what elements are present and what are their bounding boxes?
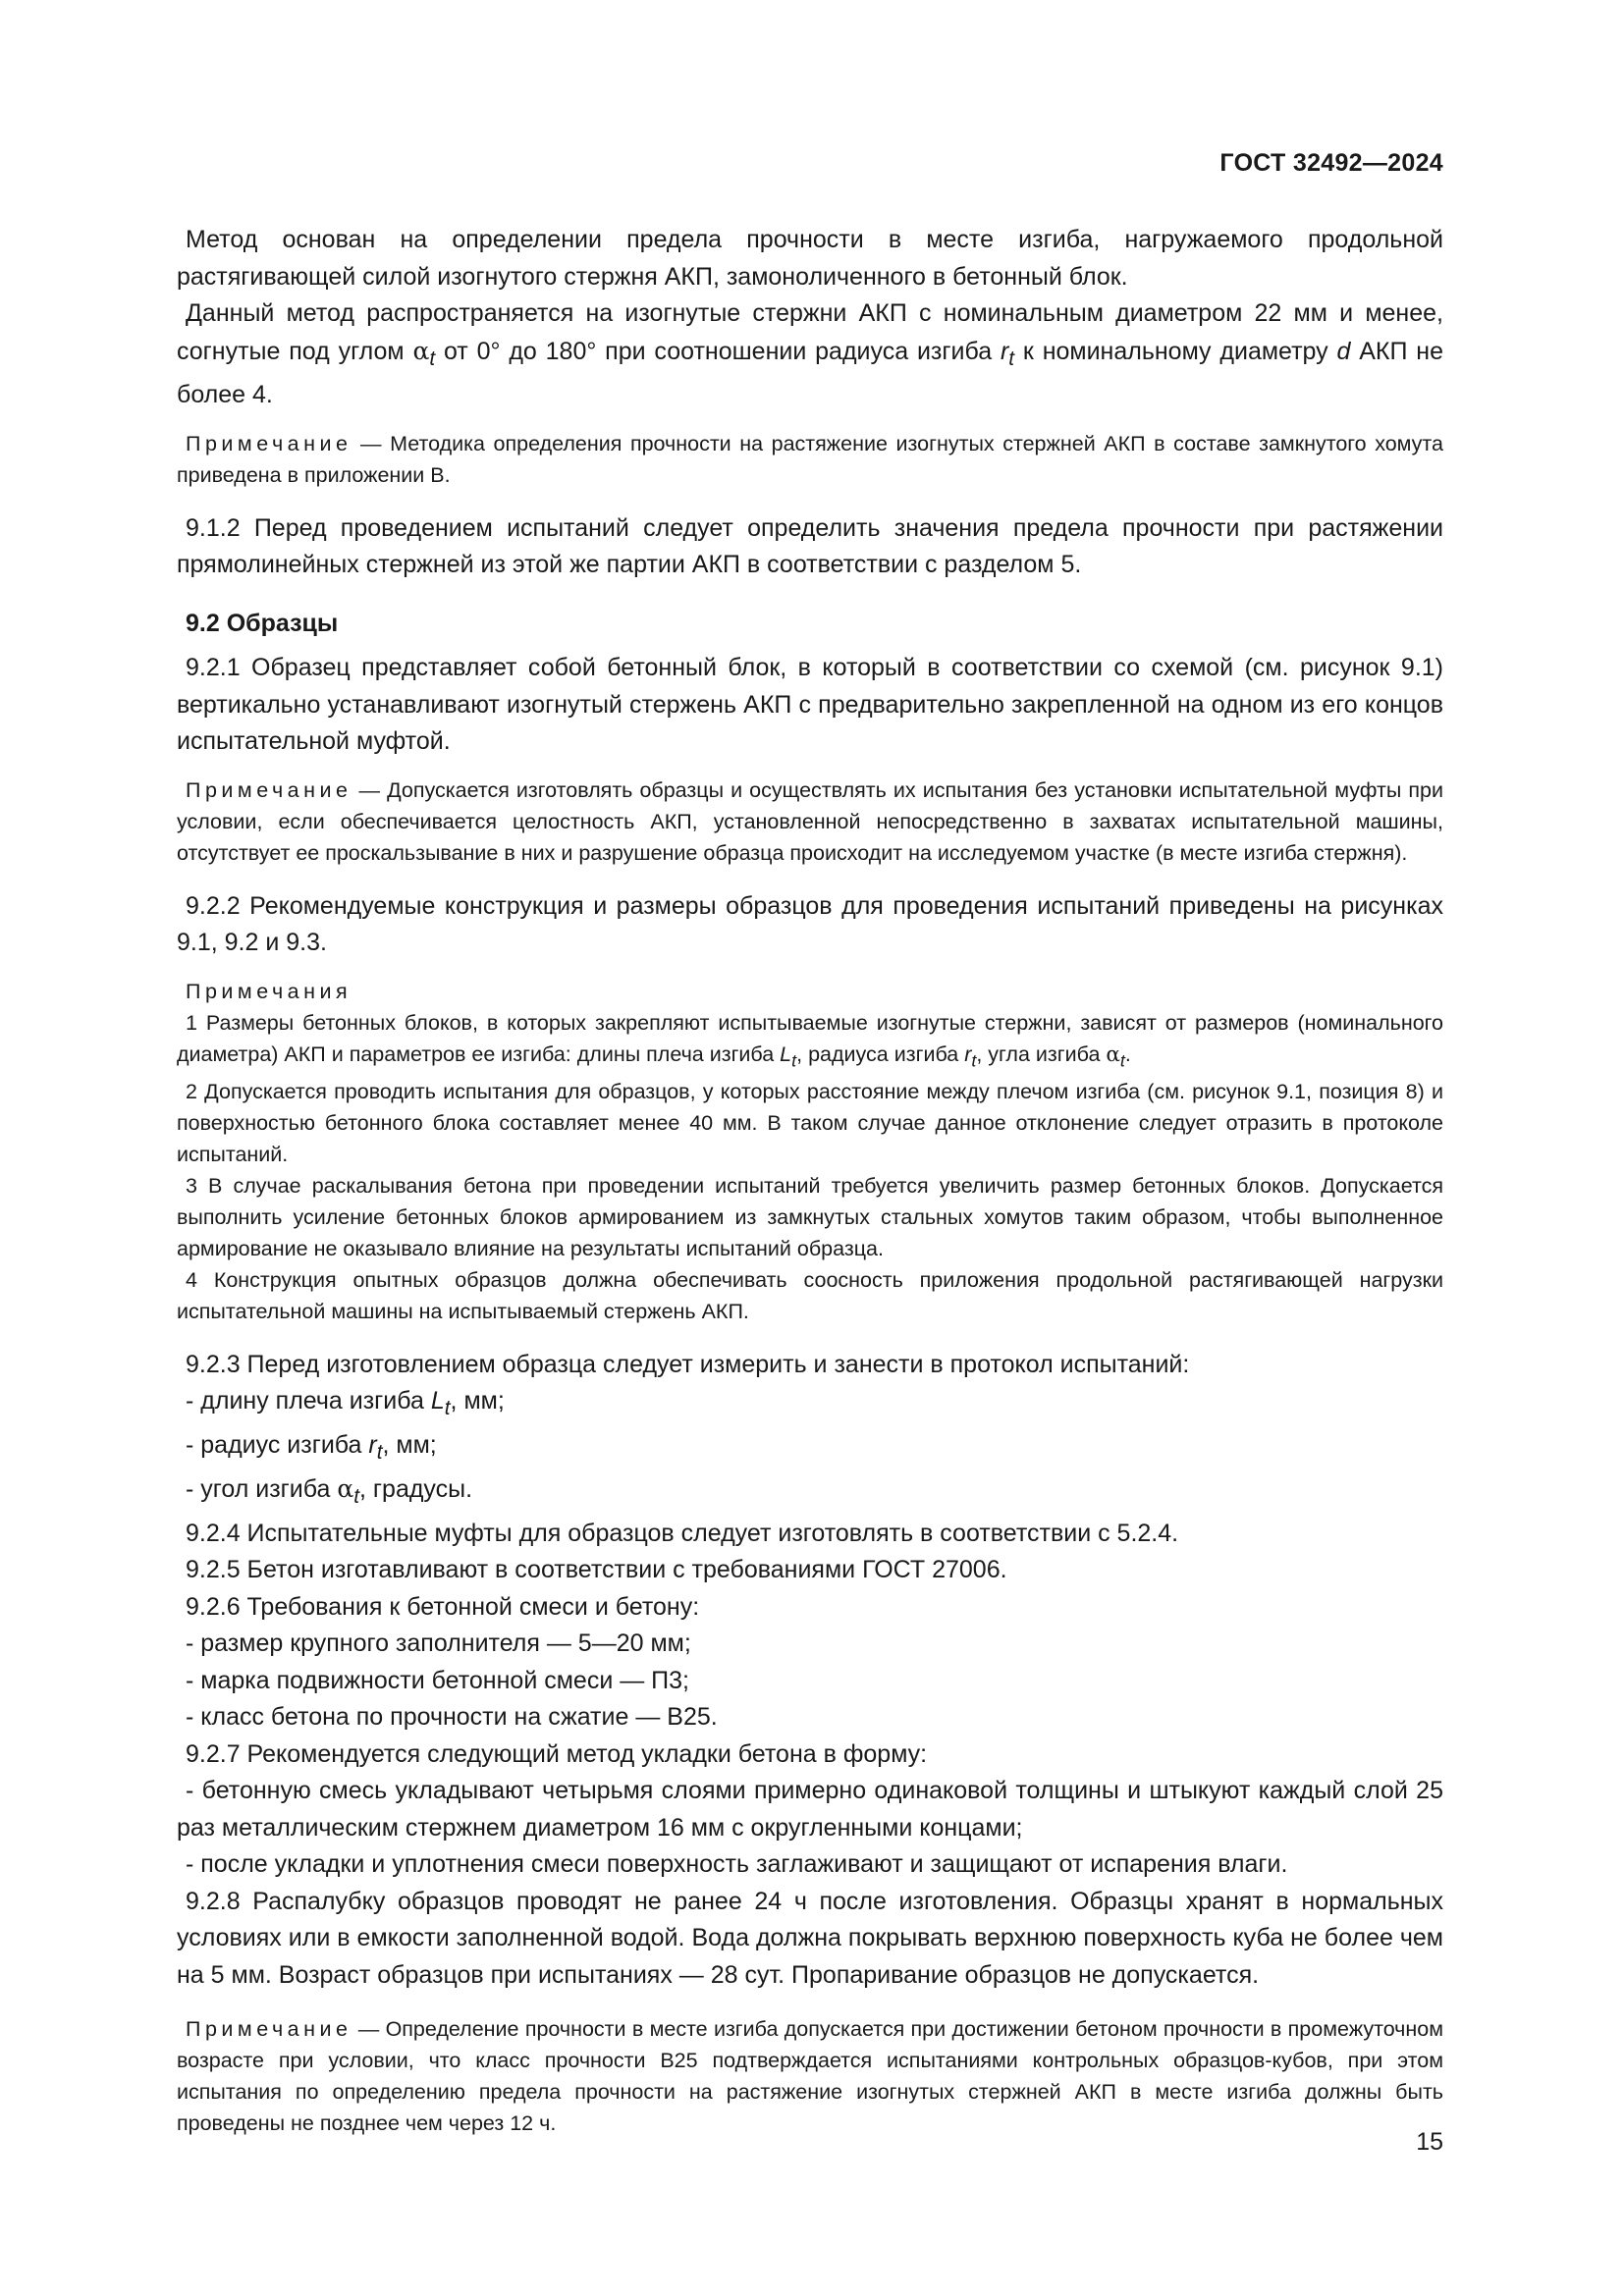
paragraph-method-scope: Данный метод распространяется на изогнутые стержни АКП с номинальным диаметром 22 мм и менее, согнутые под углом $\alpha_t$ от 0° до 180° при соотношении радиуса изгиба $r_t$ к номинальному диаметру d АКП не более 4. bbox=[177, 299, 1444, 408]
list-item-bend-radius: - радиус изгиба $r_t$, мм; bbox=[186, 1430, 437, 1464]
note-item-4: 4 Конструкция опытных образцов должна обеспечивать соосность приложения продольной растягивающей нагрузки испытательной машины на испытываемый стержень АКП. bbox=[177, 1267, 1443, 1323]
list-item-layering: - бетонную смесь укладывают четырьмя слоями примерно одинаковой толщины и штыкуют каждый слой 25 раз металлическим стержнем диаметром 16 мм с округленными концами; bbox=[177, 1777, 1443, 1842]
notes-label: Примечания bbox=[186, 979, 352, 1003]
note-no-coupling: Примечание — Допускается изготовлять образцы и осуществлять их испытания без установки испытательной муфты при условии, если обеспечивается целостность АКП, установленной непосредственно в захватах испытательной машины, отсутствует ее проскальзывание в них и разрушение образца происходит на исследуемом участке (в месте изгиба стержня). bbox=[177, 777, 1443, 865]
page-number: 15 bbox=[1416, 2128, 1443, 2156]
note-item-2: 2 Допускается проводить испытания для образцов, у которых расстояние между плечом изгиба (см. рисунок 9.1, позиция 8) и поверхностью бетонного блока составляет менее 40 мм. В таком случае данное отклонение следует отразить в протоколе испытаний. bbox=[177, 1079, 1443, 1166]
paragraph-9-2-4: 9.2.4 Испытательные муфты для образцов следует изготовлять в соответствии с 5.2.4. bbox=[186, 1519, 1179, 1547]
document-code: ГОСТ 32492—2024 bbox=[1219, 149, 1443, 177]
section-heading-9-2: 9.2 Образцы bbox=[186, 609, 339, 637]
list-item-concrete-class: - класс бетона по прочности на сжатие — В25. bbox=[186, 1703, 718, 1732]
note-intermediate-age: Примечание — Определение прочности в месте изгиба допускается при достижении бетоном прочности в промежуточном возрасте при условии, что класс прочности В25 подтверждается испытаниями контрольных образцов-кубов, при этом испытания по определению предела прочности на растяжение изогнутых стержней АКП в месте изгиба должны быть проведены не позднее чем через 12 ч. bbox=[177, 2017, 1443, 2136]
note-closed-clamp: Примечание — Методика определения прочности на растяжение изогнутых стержней АКП в составе замкнутого хомута приведена в приложении В. bbox=[177, 431, 1443, 487]
paragraph-9-2-5: 9.2.5 Бетон изготавливают в соответствии с требованиями ГОСТ 27006. bbox=[186, 1556, 1007, 1584]
note-item-1: 1 Размеры бетонных блоков, в которых закрепляют испытываемые изогнутые стержни, зависят от размеров (номинального диаметра) АКП и параметров ее изгиба: длины плеча изгиба $L_t$, радиуса изгиба $r_t$, угла изгиба $\alpha_t$. bbox=[177, 1010, 1443, 1070]
list-item-arm-length: - длину плеча изгиба $L_t$, мм; bbox=[186, 1387, 505, 1420]
list-item-aggregate: - размер крупного заполнителя — 5—20 мм; bbox=[186, 1629, 691, 1658]
paragraph-9-2-2: 9.2.2 Рекомендуемые конструкция и размеры образцов для проведения испытаний приведены на рисунках 9.1, 9.2 и 9.3. bbox=[177, 891, 1443, 956]
list-item-smoothing: - после укладки и уплотнения смеси поверхность заглаживают и защищают от испарения влаги. bbox=[186, 1850, 1288, 1879]
paragraph-9-2-8: 9.2.8 Распалубку образцов проводят не ранее 24 ч после изготовления. Образцы хранят в нормальных условиях или в емкости заполненной водой. Вода должна покрывать верхнюю поверхность куба не более чем на 5 мм. Возраст образцов при испытаниях — 28 сут. Пропаривание образцов не допускается. bbox=[177, 1887, 1443, 1989]
paragraph-9-2-7: 9.2.7 Рекомендуется следующий метод укладки бетона в форму: bbox=[186, 1739, 928, 1768]
note-item-3: 3 В случае раскалывания бетона при проведении испытаний требуется увеличить размер бетонных блоков. Допускается выполнить усиление бетонных блоков армированием из замкнутых стальных хомутов таким образом, чтобы выполненное армирование не оказывало влияние на результаты испытаний образца. bbox=[177, 1173, 1443, 1260]
paragraph-method-basis: Метод основан на определении предела прочности в месте изгиба, нагружаемого продольной растягивающей силой изогнутого стержня АКП, замоноличенного в бетонный блок. bbox=[177, 226, 1443, 291]
document-page bbox=[177, 0, 1443, 2296]
list-item-bend-angle: - угол изгиба $\alpha_t$, градусы. bbox=[186, 1474, 473, 1509]
paragraph-9-2-6: 9.2.6 Требования к бетонной смеси и бетону: bbox=[186, 1592, 700, 1621]
paragraph-9-1-2: 9.1.2 Перед проведением испытаний следует определить значения предела прочности при растяжении прямолинейных стержней из этой же партии АКП в соответствии с разделом 5. bbox=[177, 513, 1443, 578]
paragraph-9-2-3: 9.2.3 Перед изготовлением образца следует измерить и занести в протокол испытаний: bbox=[186, 1350, 1190, 1378]
page-content bbox=[177, 222, 1443, 2139]
paragraph-9-2-1: 9.2.1 Образец представляет собой бетонный блок, в который в соответствии со схемой (см. рисунок 9.1) вертикально устанавливают изогнутый стержень АКП с предварительно закрепленной на одном из его концов испытательной муфтой. bbox=[177, 654, 1443, 755]
list-item-workability: - марка подвижности бетонной смеси — П3; bbox=[186, 1666, 690, 1694]
